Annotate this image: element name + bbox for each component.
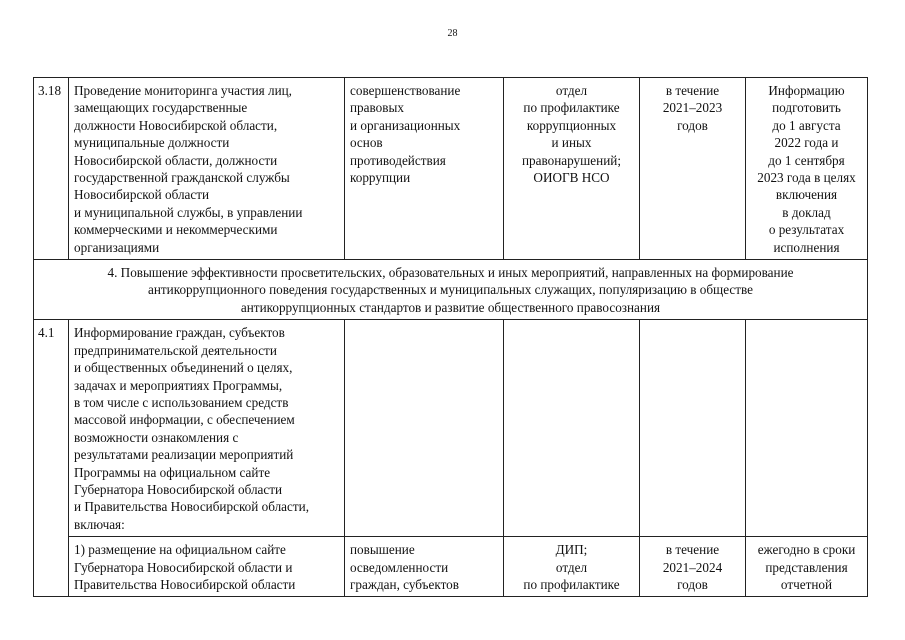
text-line: и организационных bbox=[350, 117, 461, 133]
text-line: коррупции bbox=[350, 170, 411, 186]
row-number: 3.18 bbox=[34, 78, 69, 260]
text-line: противодействия bbox=[350, 152, 446, 168]
text-line: задачах и мероприятиях Программы, bbox=[74, 377, 283, 393]
text-line: должности Новосибирской области, bbox=[74, 117, 278, 133]
text-line: Губернатора Новосибирской области bbox=[74, 481, 283, 497]
text-line: организациями bbox=[74, 239, 160, 255]
text-line: правонарушений; bbox=[521, 152, 621, 168]
goal-text bbox=[345, 537, 504, 597]
text-line: включения bbox=[775, 187, 838, 203]
text-line: Губернатора Новосибирской области и bbox=[74, 559, 293, 575]
text-line: граждан, субъектов bbox=[350, 576, 459, 592]
empty-cell bbox=[34, 537, 69, 597]
goal-text bbox=[345, 78, 504, 260]
empty-cell bbox=[640, 320, 746, 537]
text-line: Информацию bbox=[768, 83, 845, 98]
text-line: и муниципальной службы, в управлении bbox=[74, 204, 303, 220]
activity-text bbox=[69, 78, 345, 260]
text-line: коррупционных bbox=[526, 117, 617, 133]
text-line: муниципальные должности bbox=[74, 135, 230, 151]
text-line: Правительства Новосибирской области bbox=[74, 576, 296, 592]
page-number: 28 bbox=[447, 28, 458, 39]
text-line: совершенствование bbox=[350, 83, 461, 98]
text-line: 2023 года в целях bbox=[757, 170, 856, 186]
text-line: 2021–2023 bbox=[662, 100, 723, 116]
plan-table bbox=[33, 77, 868, 597]
text-line: по профилактике bbox=[523, 100, 620, 116]
text-line: о результатах bbox=[768, 222, 845, 238]
row-number: 4.1 bbox=[34, 320, 69, 537]
text-line: в доклад bbox=[782, 204, 831, 220]
text-line: антикоррупционного поведения государственных и муниципальных служащих, популяризацию в обществе bbox=[147, 282, 754, 298]
text-line: Проведение мониторинга участия лиц, bbox=[74, 83, 292, 98]
text-line: годов bbox=[677, 117, 708, 133]
result-text bbox=[746, 78, 868, 260]
text-line: по профилактике bbox=[523, 576, 620, 592]
text-line: основ bbox=[350, 135, 383, 151]
text-line: в течение bbox=[665, 83, 720, 98]
table-row-4-1 bbox=[34, 320, 868, 537]
text-line: 2022 года и bbox=[774, 135, 839, 151]
text-line: ДИП; bbox=[555, 542, 588, 558]
term-text bbox=[640, 78, 746, 260]
text-line: и Правительства Новосибирской области, bbox=[74, 499, 310, 515]
section-heading-row bbox=[34, 260, 868, 320]
text-line: осведомленности bbox=[350, 559, 449, 575]
empty-cell bbox=[746, 320, 868, 537]
text-line: 2021–2024 bbox=[662, 559, 723, 575]
text-line: массовой информации, с обеспечением bbox=[74, 412, 295, 428]
text-line: и иных bbox=[551, 135, 592, 151]
text-line: Новосибирской области, должности bbox=[74, 152, 278, 168]
text-line: Новосибирской области bbox=[74, 187, 210, 203]
executor-text bbox=[504, 78, 640, 260]
activity-text bbox=[69, 320, 345, 537]
activity-text bbox=[69, 537, 345, 597]
text-line: Информирование граждан, субъектов bbox=[74, 325, 285, 341]
text-line: в течение bbox=[665, 542, 720, 558]
text-line: отчетной bbox=[780, 576, 833, 592]
text-line: до 1 сентября bbox=[768, 152, 845, 168]
section-heading bbox=[34, 260, 868, 320]
term-text bbox=[640, 537, 746, 597]
text-line: представления bbox=[765, 559, 848, 575]
text-line: отдел bbox=[555, 83, 588, 98]
text-line: и общественных объединений о целях, bbox=[74, 360, 293, 376]
text-line: антикоррупционных стандартов и развитие общественного правосознания bbox=[240, 299, 661, 315]
text-line: государственной гражданской службы bbox=[74, 170, 290, 186]
empty-cell bbox=[504, 320, 640, 537]
table-row-3-18 bbox=[34, 78, 868, 260]
text-line: коммерческими и некоммерческими bbox=[74, 222, 278, 238]
text-line: замещающих государственные bbox=[74, 100, 248, 116]
text-line: результатами реализации мероприятий bbox=[74, 447, 294, 463]
text-line: годов bbox=[677, 576, 708, 592]
text-line: 1) размещение на официальном сайте bbox=[74, 542, 286, 558]
text-line: возможности ознакомления с bbox=[74, 429, 239, 445]
text-line: исполнения bbox=[773, 239, 840, 255]
text-line: отдел bbox=[555, 559, 588, 575]
text-line: ежегодно в сроки bbox=[757, 542, 856, 558]
text-line: 4. Повышение эффективности просветительских, образовательных и иных мероприятий, направленных на формирование bbox=[107, 265, 794, 281]
text-line: в том числе с использованием средств bbox=[74, 394, 289, 410]
text-line: предпринимательской деятельности bbox=[74, 342, 277, 358]
text-line: подготовить bbox=[772, 100, 841, 116]
empty-cell bbox=[345, 320, 504, 537]
executor-text bbox=[504, 537, 640, 597]
text-line: правовых bbox=[350, 100, 404, 116]
result-text bbox=[746, 537, 868, 597]
text-line: ОИОГВ НСО bbox=[533, 170, 610, 186]
text-line: до 1 августа bbox=[772, 117, 841, 133]
text-line: включая: bbox=[74, 516, 125, 532]
text-line: повышение bbox=[350, 542, 415, 558]
text-line: Программы на официальном сайте bbox=[74, 464, 271, 480]
table-row-4-1-1 bbox=[34, 537, 868, 597]
